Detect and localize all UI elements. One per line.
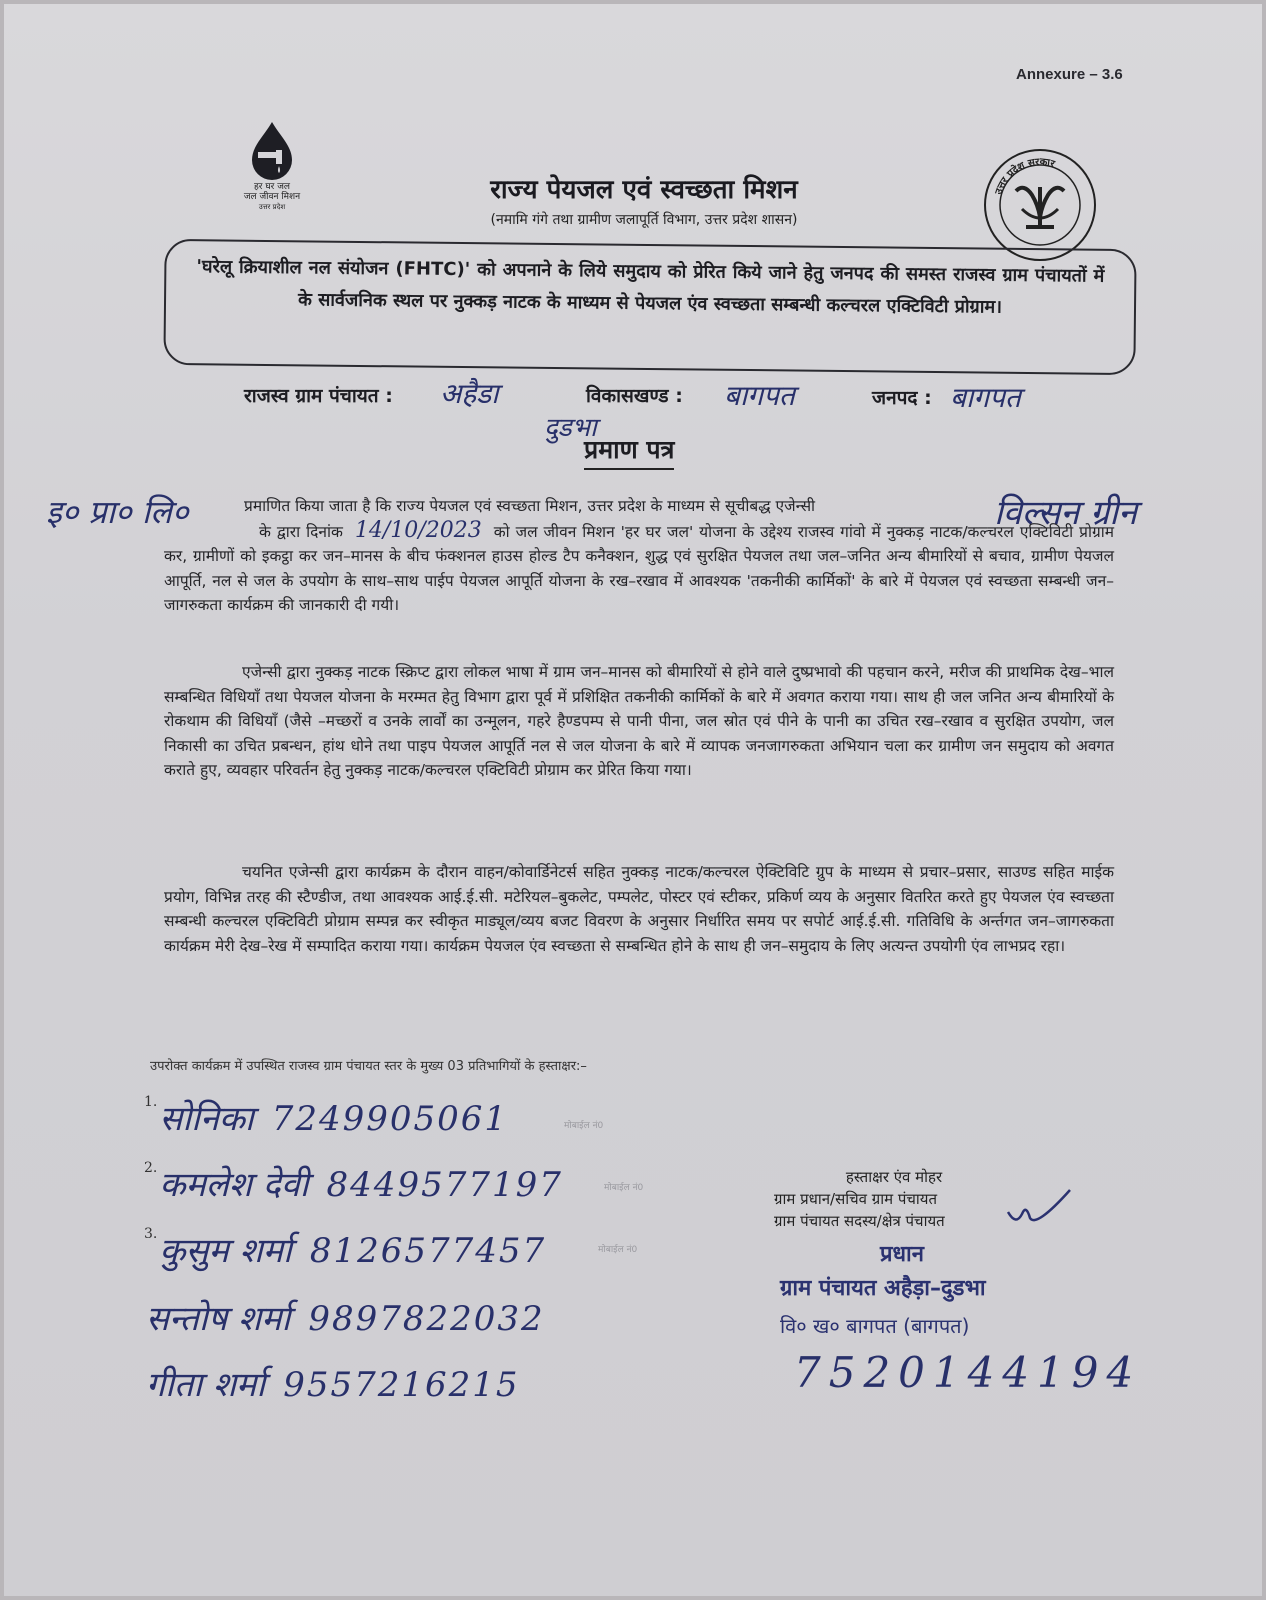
- participant-row: [144, 1160, 563, 1206]
- participant-number: 3.: [144, 1226, 158, 1242]
- stamp-phone-number: 7520144194: [794, 1348, 1142, 1397]
- program-heading-text: 'घरेलू क्रियाशील नल संयोजन (FHTC)' को अपनाने के लिये समुदाय को प्रेरित किये जाने हेतु जनपद की समस्त राजस्व ग्राम पंचायतों में के सार्वजनिक स्थल पर नुक्कड़ नाटक के माध्यम से पेयजल एंव स्वच्छता सम्बन्धी कल्चरल एक्टिविटी प्रोग्राम।: [196, 256, 1105, 318]
- mission-title: राज्य पेयजल एवं स्वच्छता मिशन: [490, 175, 798, 205]
- mobile-label-2: मोबाईल नं0: [604, 1183, 644, 1193]
- block-value: बागपत: [724, 379, 795, 412]
- participant-name: गीता शर्मा: [146, 1365, 266, 1405]
- seal-ring-text: उत्तर प्रदेश सरकार: [993, 156, 1056, 197]
- program-heading-box: [163, 239, 1136, 375]
- participant-phone: 7249905061: [271, 1099, 509, 1139]
- up-government-seal: [982, 147, 1098, 263]
- participant-row: [144, 1094, 508, 1140]
- participant-name: सन्तोष शर्मा: [146, 1299, 291, 1339]
- participant-phone: 9557216215: [283, 1365, 520, 1405]
- gp-value-second: दुडभा: [544, 413, 597, 443]
- stamp-line-2: ग्राम प्रधान/सचिव ग्राम पंचायत: [774, 1190, 938, 1208]
- block-label: विकासखण्ड :: [586, 385, 683, 407]
- paragraph-2: एजेन्सी द्वारा नुक्कड़ नाटक स्क्रिप्ट द्वारा लोकल भाषा में ग्राम जन–मानस को बीमारियों से होने वाले दुष्प्रभावो की पहचान करने, मरीज की प्राथमिक देख–भाल सम्बन्धित विधियाँ तथा पेयजल योजना के मरम्मत हेतु विभाग द्वारा पूर्व में प्रशिक्षित तकनीकी कार्मिकों के बारे में अवगत कराया गया। साथ ही जल जनित अन्य बीमारियों के रोकथाम की विधियाँ (जैसे –मच्छरों व उनके लार्वों का उन्मूलन, गहरे हैण्डपम्प से पानी पीना, जल स्रोत एवं पीने के पानी का उचित रख–रखाव व सुरक्षित उपयोग, जल निकासी का उचित प्रबन्धन, हांथ धोने तथा पाइप पेयजल आपूर्ति नल से जल योजना के बारे में व्यापक जनजागरुकता अभियान चला कर ग्रामीण जन समुदाय को अवगत कराते हुए, व्यवहार परिवर्तन हेतु नुक्कड़ नाटक/कल्चरल एक्टिविटी प्रोग्राम कर प्रेरित किया गया।: [164, 663, 1114, 779]
- gp-value: अहैडा: [440, 377, 499, 410]
- signature-caption: उपरोक्त कार्यक्रम में उपस्थित राजस्व ग्राम पंचायत स्तर के मुख्य 03 प्रतिभागियों के हस्ताक्षर:–: [150, 1059, 587, 1074]
- svg-text:उत्तर प्रदेश सरकार: [993, 157, 1056, 197]
- stamp-pradhan: प्रधान: [880, 1242, 924, 1267]
- location-fields: [244, 378, 1104, 414]
- participant-name: कुसुम शर्मा: [159, 1231, 292, 1271]
- stamp-line-1: हस्ताक्षर एंव मोहर: [845, 1168, 943, 1186]
- handwritten-agency-name: विल्सन ग्रीन: [994, 493, 1137, 533]
- district-value: बागपत: [950, 381, 1021, 414]
- har-ghar-jal-logo: [222, 120, 322, 212]
- participant-name: कमलेश देवी: [159, 1165, 309, 1205]
- handwritten-date: 14/10/2023: [354, 517, 482, 543]
- participant-row: [144, 1226, 546, 1272]
- participant-number: 1.: [144, 1094, 158, 1110]
- water-drop-tap-icon: [242, 120, 302, 182]
- stamp-vikas-khand: वि० ख० बागपत (बागपत): [780, 1314, 970, 1338]
- logo-line-2: जल जीवन मिशन: [243, 192, 301, 202]
- logo-line-3: उत्तर प्रदेश: [258, 203, 286, 211]
- participant-name: सोनिका: [159, 1099, 254, 1139]
- participant-phone: 8126577457: [309, 1231, 547, 1271]
- stamp-line-3: ग्राम पंचायत सदस्य/क्षेत्र पंचायत: [774, 1212, 945, 1230]
- stamp-gram-panchayat: ग्राम पंचायत अहैड़ा–दुडभा: [780, 1276, 986, 1301]
- department-subtitle: (नमामि गंगे तथा ग्रामीण जलापूर्ति विभाग, उत्तर प्रदेश शासन): [490, 212, 798, 228]
- mobile-label-1: मोबाईल नं0: [564, 1121, 604, 1131]
- paragraph-1: [164, 494, 1114, 618]
- mobile-label-3: मोबाईल नं0: [598, 1245, 638, 1255]
- participant-row: [144, 1360, 520, 1406]
- annexure-number: Annexure – 3.6: [1016, 66, 1123, 83]
- paragraph-3: चयनित एजेन्सी द्वारा कार्यक्रम के दौरान वाहन/कोवार्डिनेटर्स सहित नुक्कड़ नाटक/कल्चरल ऐक्टिविटि ग्रुप के माध्यम से प्रचार–प्रसार, साउण्ड सहित माईक प्रयोग, विभिन्न तरह की स्टैण्डीज, तथा आवश्यक आई.ई.सी. मटेरियल–बुकलेट, पम्पलेट, पोस्टर एवं स्टीकर, प्रकिर्ण व्यय के अनुसार वितरित करते हुए पेयजल एंव स्वच्छता सम्बन्धी कल्चरल एक्टिविटी प्रोग्राम सम्पन्न कर स्वीकृत माड्यूल/व्यय बजट विवरण के अनुसार निर्धारित समय पर सपोर्ट आई.ई.सी. गतिविधि के अर्न्तगत जन–जागरुकता कार्यक्रम मेरी देख–रेख में सम्पादित कराया गया। कार्यक्रम पेयजल एंव स्वच्छता से सम्बन्धित होने के साथ ही जन–समुदाय के लिए अत्यन्त उपयोगी एंव लाभप्रद रहा।: [164, 863, 1114, 955]
- document-page: [4, 4, 1262, 1596]
- district-label: जनपद :: [872, 387, 932, 409]
- paragraph-1-part-b: के द्वारा दिनांक: [259, 522, 343, 541]
- participant-number: 2.: [144, 1160, 158, 1176]
- participant-phone: 8449577197: [326, 1165, 563, 1205]
- signature-scribble-icon: [1004, 1182, 1074, 1232]
- up-government-seal-icon: [982, 147, 1098, 263]
- paragraph-1-part-c: को जल जीवन मिशन 'हर घर जल' योजना के उद्देश्य राजस्व गांवो में नुक्कड़ नाटक/कल्चरल एक्टिविटी प्रोग्राम कर, ग्रामीणों को इकट्ठा कर जन–मानस के बीच फंक्शनल हाउस होल्ड टैप कनैक्शन, शुद्ध एवं सुरक्षित पेयजल तथा जल–जनित अन्य बीमारियों से बचाव, ग्रामीण पेयजल आपूर्ति, नल से जल के उपयोग के साथ–साथ पाईप पेयजल आपूर्ति योजना के रख–रखाव में आवश्यक 'तकनीकी कार्मिकों' के बारे में पेयजल एवं स्वच्छता सम्बन्धी जन–जागरुकता कार्यक्रम की जानकारी दी गयी।: [164, 522, 1114, 614]
- paragraph-1-part-a: प्रमाणित किया जाता है कि राज्य पेयजल एवं स्वच्छता मिशन, उत्तर प्रदेश के माध्यम से सूचीबद्ध एजेन्सी: [244, 497, 816, 515]
- logo-line-1: हर घर जल: [254, 182, 290, 192]
- gp-label: राजस्व ग्राम पंचायत :: [244, 385, 393, 407]
- participant-row: [144, 1294, 545, 1340]
- certificate-title: प्रमाण पत्र: [584, 432, 674, 470]
- handwritten-prefix: इ० प्रा० लि०: [46, 493, 189, 531]
- participant-phone: 9897822032: [308, 1299, 545, 1339]
